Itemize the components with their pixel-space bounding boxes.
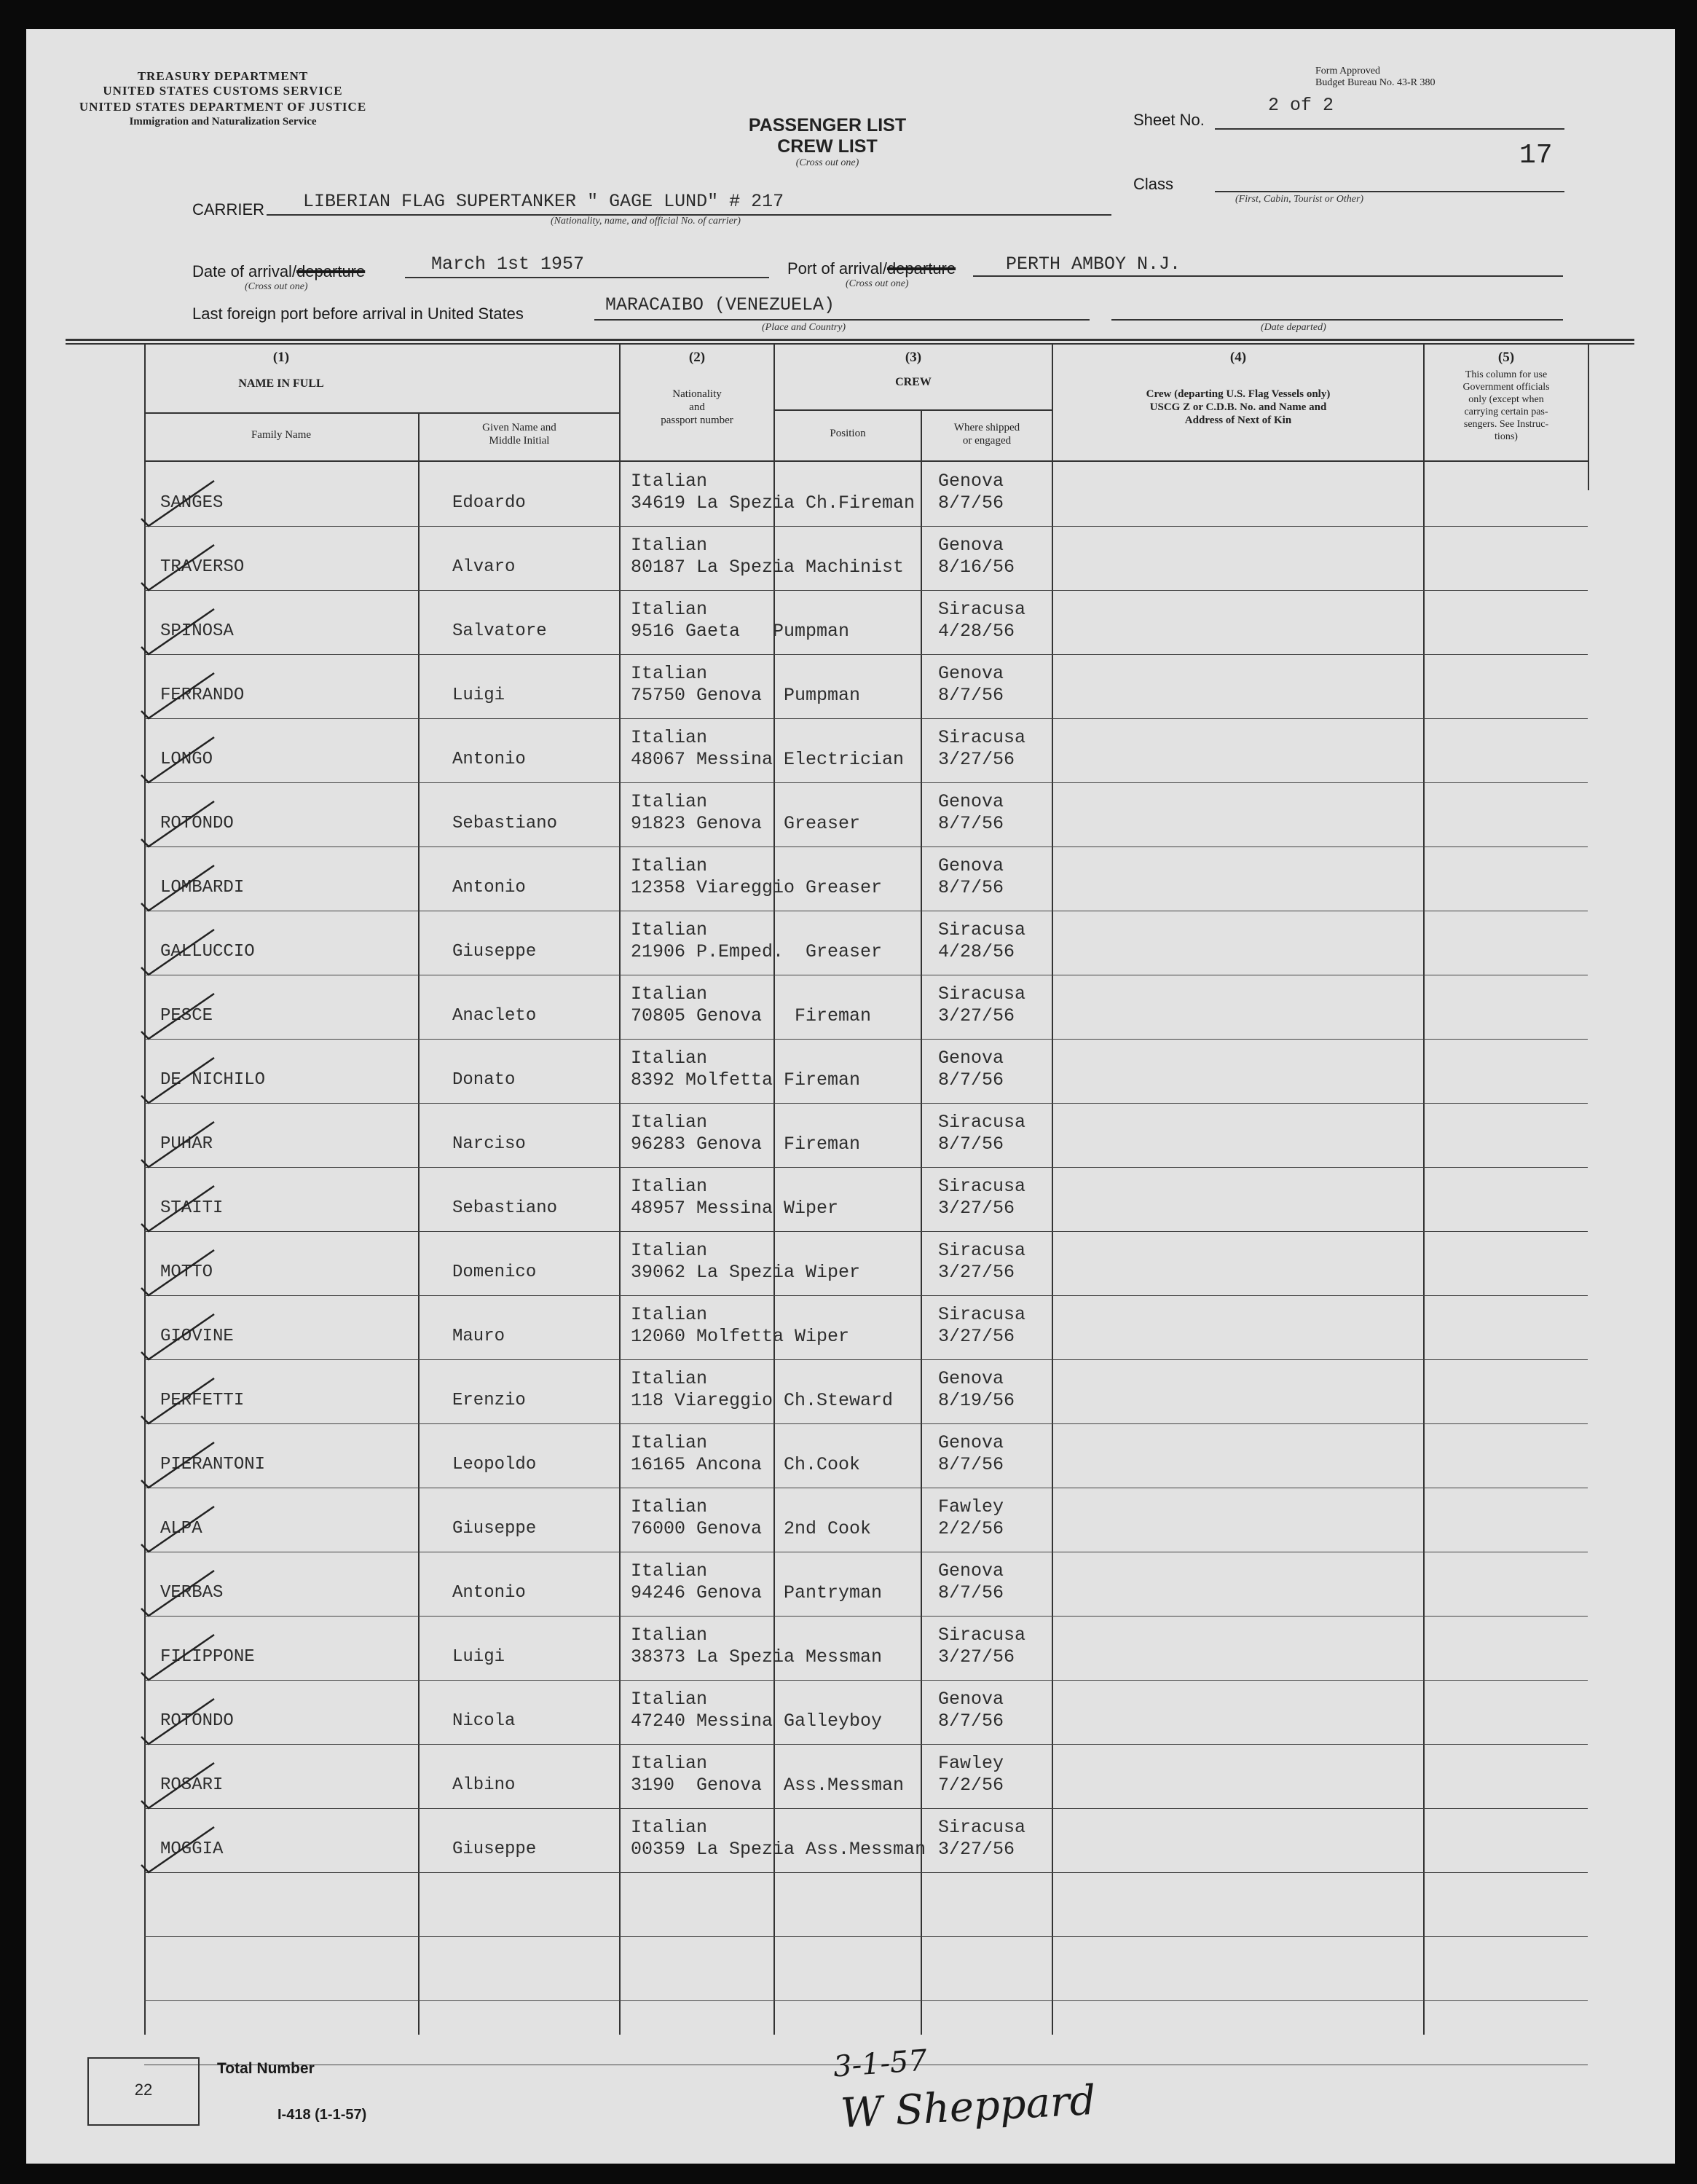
agency-line: UNITED STATES DEPARTMENT OF JUSTICE <box>79 100 367 114</box>
col5-line4: carrying certain pas- <box>1464 406 1548 417</box>
given-name: Anacleto <box>452 1006 537 1026</box>
passport-position: 00359 La Spezia Ass.Messman <box>631 1839 926 1860</box>
nationality: Italian <box>631 1753 708 1774</box>
family-name: SPINOSA <box>160 621 234 641</box>
given-name: Domenico <box>452 1262 537 1282</box>
col1b-line1: Given Name and <box>482 422 556 433</box>
col5-line5: sengers. See Instruc- <box>1463 419 1549 430</box>
given-name: Alvaro <box>452 557 516 577</box>
row-divider <box>144 1103 1588 1104</box>
port-note: (Cross out one) <box>846 278 909 289</box>
col5-line1: This column for use <box>1465 369 1548 380</box>
form-approved-label: Form Approved <box>1315 66 1381 76</box>
shipped-date: 8/7/56 <box>938 1582 1004 1603</box>
check-mark-icon <box>135 1109 223 1174</box>
family-name: LONGO <box>160 750 213 769</box>
given-name: Giuseppe <box>452 1519 537 1539</box>
col5-line2: Government officials <box>1462 382 1550 393</box>
col3b-line1: Where shipped <box>953 422 1020 433</box>
family-name: VERBAS <box>160 1583 224 1603</box>
shipped-date: 8/7/56 <box>938 1710 1004 1732</box>
col5-line3: only (except when <box>1468 394 1544 405</box>
nationality: Italian <box>631 855 708 876</box>
col5-number: (5) <box>1497 350 1515 365</box>
check-mark-icon <box>135 1237 223 1303</box>
passport-position: 76000 Genova 2nd Cook <box>631 1518 872 1539</box>
shipped-place: Genova <box>938 1689 1004 1710</box>
nationality: Italian <box>631 1817 708 1838</box>
given-name: Antonio <box>452 878 526 897</box>
col4-header <box>1053 388 1423 427</box>
check-mark-icon <box>135 596 223 661</box>
check-mark-icon <box>135 724 223 790</box>
given-name: Narciso <box>452 1134 526 1154</box>
passport-position: 47240 Messina Galleyboy <box>631 1710 883 1732</box>
check-mark-icon <box>135 532 223 597</box>
col4-number: (4) <box>1229 350 1247 365</box>
date-note: (Cross out one) <box>245 281 308 292</box>
shipped-date: 3/27/56 <box>938 1198 1015 1219</box>
passport-position: 80187 La Spezia Machinist <box>631 557 905 578</box>
shipped-place: Siracusa <box>938 1112 1026 1133</box>
check-mark-icon <box>135 1301 223 1367</box>
carrier-value: LIBERIAN FLAG SUPERTANKER " GAGE LUND" # 217 <box>303 191 784 212</box>
check-mark-icon <box>135 1429 223 1495</box>
given-name: Luigi <box>452 686 505 705</box>
row-divider <box>144 782 1588 783</box>
given-name: Antonio <box>452 750 526 769</box>
date-label <box>192 262 365 281</box>
passport-position: 48957 Messina Wiper <box>631 1198 839 1219</box>
date-departed-note: (Date departed) <box>1261 322 1326 333</box>
family-name: TRAVERSO <box>160 557 245 577</box>
given-name: Sebastiano <box>452 814 558 833</box>
given-name: Leopoldo <box>452 1455 537 1474</box>
family-name: PIERANTONI <box>160 1455 266 1474</box>
col2-line3: passport number <box>661 415 733 426</box>
row-divider <box>144 1808 1588 1809</box>
shipped-place: Genova <box>938 1432 1004 1453</box>
col4-line2: USCG Z or C.D.B. No. and Name and <box>1149 401 1327 413</box>
passport-position: 16165 Ancona Ch.Cook <box>631 1454 861 1475</box>
port-value: PERTH AMBOY N.J. <box>1006 254 1181 275</box>
passport-position: 3190 Genova Ass.Messman <box>631 1775 905 1796</box>
shipped-place: Siracusa <box>938 1304 1026 1325</box>
carrier-note: (Nationality, name, and official No. of carrier) <box>551 216 741 227</box>
passport-position: 12060 Molfetta Wiper <box>631 1326 850 1347</box>
nationality: Italian <box>631 1432 708 1453</box>
agency-line: TREASURY DEPARTMENT <box>137 69 309 83</box>
shipped-place: Genova <box>938 663 1004 684</box>
family-name: PUHAR <box>160 1134 213 1154</box>
shipped-date: 3/27/56 <box>938 1326 1015 1347</box>
family-name: PERFETTI <box>160 1391 245 1410</box>
col3-number: (3) <box>905 350 922 365</box>
shipped-place: Genova <box>938 471 1004 492</box>
agency-block <box>70 69 376 129</box>
col2-header <box>621 388 773 427</box>
budget-bureau: Budget Bureau No. 43-R 380 <box>1315 77 1436 88</box>
given-name: Nicola <box>452 1711 516 1731</box>
shipped-place: Genova <box>938 791 1004 812</box>
given-name: Giuseppe <box>452 942 537 962</box>
date-value: March 1st 1957 <box>431 254 585 275</box>
nationality: Italian <box>631 599 708 620</box>
col2-line1: Nationality <box>672 388 722 400</box>
passport-position: 34619 La Spezia Ch.Fireman <box>631 492 916 514</box>
given-name: Edoardo <box>452 493 526 513</box>
shipped-place: Siracusa <box>938 919 1026 940</box>
nationality: Italian <box>631 1689 708 1710</box>
col4-line1: Crew (departing U.S. Flag Vessels only) <box>1146 388 1331 400</box>
shipped-date: 3/27/56 <box>938 1839 1015 1860</box>
shipped-date: 8/7/56 <box>938 685 1004 706</box>
family-name: STAITI <box>160 1198 224 1218</box>
agency-line: Immigration and Naturalization Service <box>129 116 317 127</box>
row-divider <box>144 1295 1588 1296</box>
passport-position: 91823 Genova Greaser <box>631 813 861 834</box>
title-crew-list: CREW LIST <box>777 136 878 157</box>
sheet-value: 2 of 2 <box>1268 95 1334 116</box>
col2-number: (2) <box>688 350 706 365</box>
last-port-note: (Place and Country) <box>762 322 846 333</box>
shipped-date: 8/7/56 <box>938 1069 1004 1091</box>
col4-line3: Address of Next of Kin <box>1184 415 1292 426</box>
total-count: 22 <box>134 2081 153 2099</box>
family-name: MOGGIA <box>160 1839 224 1859</box>
nationality: Italian <box>631 535 708 556</box>
col1b-header <box>420 421 619 447</box>
given-name: Donato <box>452 1070 516 1090</box>
title-passenger-list: PASSENGER LIST <box>748 115 907 135</box>
shipped-place: Genova <box>938 535 1004 556</box>
shipped-place: Genova <box>938 1560 1004 1582</box>
port-label-arrival: Port of arrival/ <box>787 259 887 278</box>
given-name: Mauro <box>452 1327 505 1346</box>
passport-position: 96283 Genova Fireman <box>631 1134 861 1155</box>
page-number: 17 <box>1519 140 1553 171</box>
check-mark-icon <box>135 1686 223 1751</box>
family-name: ROSARI <box>160 1775 224 1795</box>
passport-position: 94246 Genova Pantryman <box>631 1582 883 1603</box>
form-code: I-418 (1-1-57) <box>277 2107 367 2123</box>
check-mark-icon <box>135 981 223 1046</box>
nationality: Italian <box>631 1496 708 1517</box>
family-name: DE NICHILO <box>160 1070 266 1090</box>
shipped-date: 4/28/56 <box>938 941 1015 962</box>
total-label: Total Number <box>217 2060 315 2077</box>
col5-header <box>1425 369 1588 443</box>
check-mark-icon <box>135 468 223 533</box>
shipped-date: 3/27/56 <box>938 749 1015 770</box>
passport-position: 39062 La Spezia Wiper <box>631 1262 861 1283</box>
shipped-date: 2/2/56 <box>938 1518 1004 1539</box>
family-name: LOMBARDI <box>160 878 245 897</box>
row-divider <box>144 654 1588 655</box>
given-name: Sebastiano <box>452 1198 558 1218</box>
check-mark-icon <box>135 1558 223 1623</box>
col3b-header <box>922 421 1052 447</box>
shipped-place: Siracusa <box>938 1240 1026 1261</box>
passport-position: 21906 P.Emped. Greaser <box>631 941 883 962</box>
date-label-departure: departure <box>296 262 366 280</box>
family-name: SANGES <box>160 493 224 513</box>
class-label: Class <box>1133 175 1174 193</box>
nationality: Italian <box>631 1048 708 1069</box>
row-divider <box>144 1359 1588 1360</box>
row-divider <box>144 1872 1588 1873</box>
row-divider <box>144 526 1588 527</box>
row-divider <box>144 1039 1588 1040</box>
given-name: Antonio <box>452 1583 526 1603</box>
check-mark-icon <box>135 1493 223 1559</box>
family-name: GALLUCCIO <box>160 942 255 962</box>
handwritten-date: 3-1-57 <box>832 2043 929 2084</box>
family-name: ALPA <box>160 1519 202 1539</box>
title-note: (Cross out one) <box>795 157 859 168</box>
passport-position: 48067 Messina Electrician <box>631 749 905 770</box>
given-name: Salvatore <box>452 621 547 641</box>
col2-line2: and <box>689 401 705 413</box>
shipped-date: 8/7/56 <box>938 1454 1004 1475</box>
shipped-place: Siracusa <box>938 727 1026 748</box>
nationality: Italian <box>631 663 708 684</box>
family-name: PESCE <box>160 1006 213 1026</box>
shipped-date: 8/7/56 <box>938 1134 1004 1155</box>
col1-title: NAME IN FULL <box>238 377 324 390</box>
row-divider <box>144 1423 1588 1424</box>
nationality: Italian <box>631 791 708 812</box>
family-name: ROTONDO <box>160 814 234 833</box>
row-divider <box>144 2000 1588 2001</box>
document-page <box>26 29 1675 2164</box>
shipped-place: Genova <box>938 855 1004 876</box>
last-port-value: MARACAIBO (VENEZUELA) <box>605 294 835 315</box>
shipped-place: Siracusa <box>938 599 1026 620</box>
col5-line6: tions) <box>1495 431 1518 442</box>
col1b-line2: Middle Initial <box>489 435 550 447</box>
shipped-date: 3/27/56 <box>938 1646 1015 1668</box>
given-name: Erenzio <box>452 1391 526 1410</box>
check-mark-icon <box>135 1173 223 1238</box>
total-box <box>87 2057 200 2126</box>
shipped-date: 8/16/56 <box>938 557 1015 578</box>
shipped-place: Fawley <box>938 1753 1004 1774</box>
family-name: ROTONDO <box>160 1711 234 1731</box>
family-name: MOTTO <box>160 1262 213 1282</box>
check-mark-icon <box>135 1622 223 1687</box>
check-mark-icon <box>135 916 223 982</box>
col3a-header: Position <box>830 428 866 439</box>
shipped-date: 3/27/56 <box>938 1262 1015 1283</box>
nationality: Italian <box>631 1368 708 1389</box>
given-name: Giuseppe <box>452 1839 537 1859</box>
check-mark-icon <box>135 1045 223 1110</box>
shipped-date: 8/7/56 <box>938 813 1004 834</box>
family-name: FERRANDO <box>160 686 245 705</box>
given-name: Luigi <box>452 1647 505 1667</box>
shipped-date: 8/19/56 <box>938 1390 1015 1411</box>
row-divider <box>144 718 1588 719</box>
family-name: FILIPPONE <box>160 1647 255 1667</box>
nationality: Italian <box>631 1625 708 1646</box>
family-name: GIOVINE <box>160 1327 234 1346</box>
row-divider <box>144 1231 1588 1232</box>
shipped-date: 7/2/56 <box>938 1775 1004 1796</box>
col3b-line2: or engaged <box>962 435 1012 447</box>
sheet-label: Sheet No. <box>1133 111 1205 129</box>
nationality: Italian <box>631 1240 708 1261</box>
nationality: Italian <box>631 471 708 492</box>
port-label-departure: departure <box>886 259 956 278</box>
shipped-date: 8/7/56 <box>938 877 1004 898</box>
row-divider <box>144 1680 1588 1681</box>
last-port-label: Last foreign port before arrival in United States <box>192 305 524 323</box>
shipped-place: Siracusa <box>938 983 1026 1005</box>
check-mark-icon <box>135 660 223 726</box>
passport-position: 75750 Genova Pumpman <box>631 685 861 706</box>
shipped-place: Fawley <box>938 1496 1004 1517</box>
check-mark-icon <box>135 1814 223 1879</box>
check-mark-icon <box>135 788 223 854</box>
nationality: Italian <box>631 1112 708 1133</box>
shipped-place: Genova <box>938 1368 1004 1389</box>
shipped-place: Siracusa <box>938 1176 1026 1197</box>
shipped-date: 4/28/56 <box>938 621 1015 642</box>
form-approved <box>1315 66 1534 89</box>
nationality: Italian <box>631 727 708 748</box>
form-title <box>711 115 944 169</box>
class-note: (First, Cabin, Tourist or Other) <box>1235 194 1364 205</box>
check-mark-icon <box>135 1365 223 1431</box>
passport-position: 38373 La Spezia Messman <box>631 1646 883 1668</box>
shipped-date: 8/7/56 <box>938 492 1004 514</box>
row-divider <box>144 1167 1588 1168</box>
shipped-place: Genova <box>938 1048 1004 1069</box>
date-label-arrival: Date of arrival/ <box>192 262 297 280</box>
passport-position: 9516 Gaeta Pumpman <box>631 621 850 642</box>
agency-line: UNITED STATES CUSTOMS SERVICE <box>103 84 343 98</box>
nationality: Italian <box>631 1560 708 1582</box>
col1a-header: Family Name <box>251 429 312 441</box>
nationality: Italian <box>631 983 708 1005</box>
shipped-place: Siracusa <box>938 1625 1026 1646</box>
row-divider <box>144 590 1588 591</box>
port-label <box>787 259 956 278</box>
nationality: Italian <box>631 1304 708 1325</box>
nationality: Italian <box>631 1176 708 1197</box>
col3-title: CREW <box>895 376 932 388</box>
row-divider <box>144 1744 1588 1745</box>
check-mark-icon <box>135 852 223 918</box>
signature: W Sheppard <box>839 2076 1098 2138</box>
carrier-label: CARRIER <box>192 200 265 219</box>
nationality: Italian <box>631 919 708 940</box>
col1-number: (1) <box>272 350 290 365</box>
shipped-date: 3/27/56 <box>938 1005 1015 1026</box>
row-divider <box>144 1936 1588 1937</box>
shipped-place: Siracusa <box>938 1817 1026 1838</box>
passport-position: 70805 Genova Fireman <box>631 1005 872 1026</box>
passport-position: 12358 Viareggio Greaser <box>631 877 883 898</box>
passport-position: 8392 Molfetta Fireman <box>631 1069 861 1091</box>
row-divider <box>144 1616 1588 1617</box>
check-mark-icon <box>135 1750 223 1815</box>
passport-position: 118 Viareggio Ch.Steward <box>631 1390 894 1411</box>
given-name: Albino <box>452 1775 516 1795</box>
